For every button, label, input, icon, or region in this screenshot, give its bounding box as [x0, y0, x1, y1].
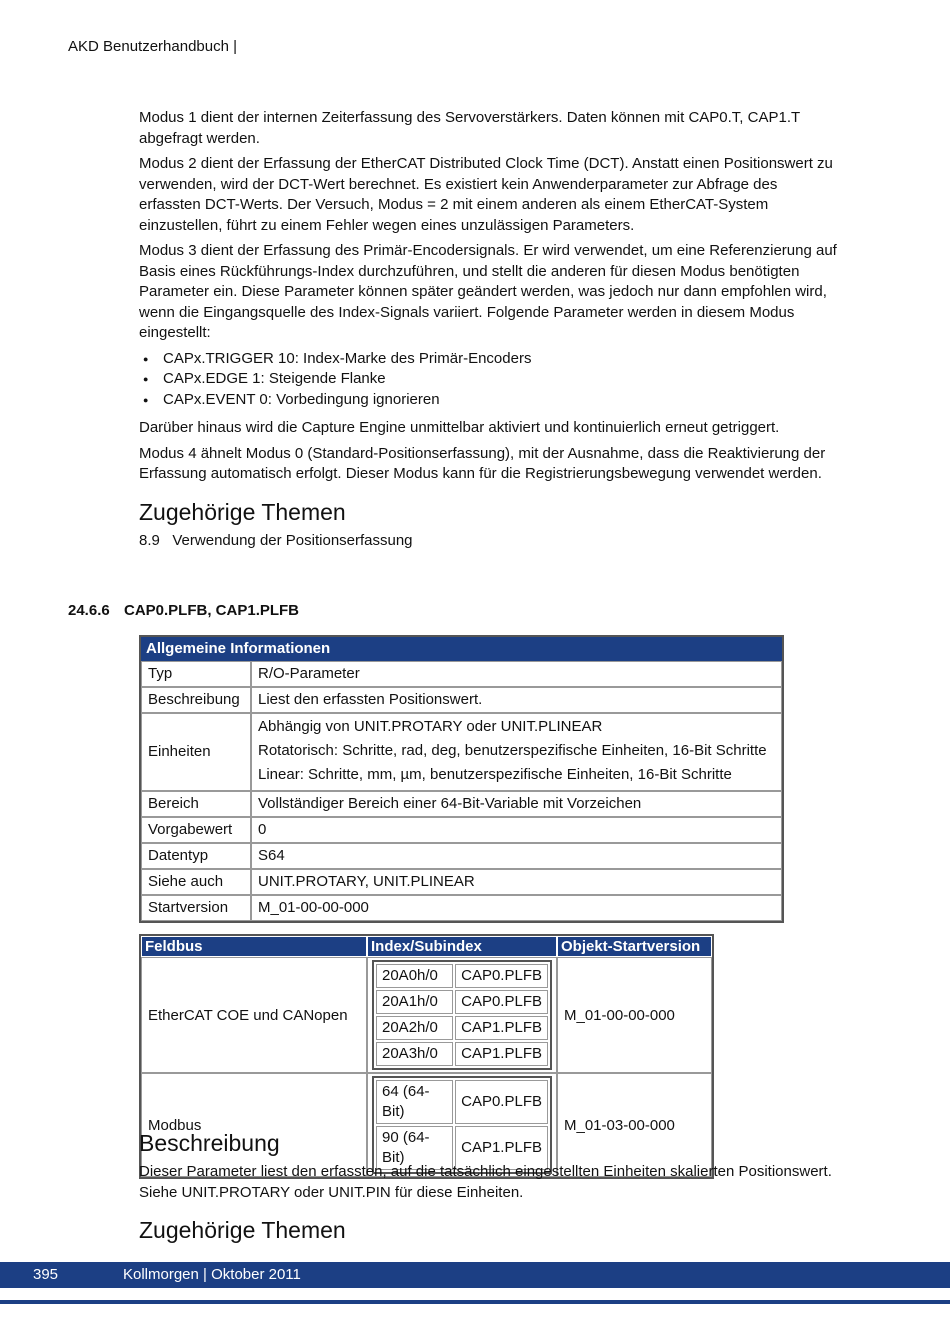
- section-heading: [68, 602, 299, 619]
- table-row: [141, 791, 782, 817]
- row-value: UNIT.PROTARY, UNIT.PLINEAR: [251, 869, 782, 895]
- table-row: [141, 687, 782, 713]
- fieldbus-name: Modbus: [141, 1073, 367, 1177]
- param-cell: CAP0.PLFB: [455, 990, 548, 1014]
- column-header-feldbus: Feldbus: [141, 936, 367, 957]
- list-item: ● CAPx.EDGE 1: Steigende Flanke: [163, 369, 839, 390]
- table-row: [141, 843, 782, 869]
- param-cell: CAP0.PLFB: [455, 964, 548, 988]
- related-topic-number: 8.9: [139, 531, 160, 549]
- table-row: [141, 895, 782, 921]
- row-label: Startversion: [141, 895, 251, 921]
- row-label: Typ: [141, 661, 251, 687]
- param-cell: CAP1.PLFB: [455, 1042, 548, 1066]
- units-line: Abhängig von UNIT.PROTARY oder UNIT.PLINEAR: [258, 718, 603, 735]
- index-cell: 20A3h/0: [376, 1042, 453, 1066]
- param-cell: CAP0.PLFB: [455, 1080, 548, 1124]
- index-cell: 20A1h/0: [376, 990, 453, 1014]
- units-line: Linear: Schritte, mm, µm, benutzerspezifische Einheiten, 16-Bit Schritte: [258, 766, 732, 783]
- row-label: Bereich: [141, 791, 251, 817]
- index-cell: 20A0h/0: [376, 964, 453, 988]
- related-topic-link[interactable]: [139, 531, 839, 552]
- fieldbus-name: EtherCAT COE und CANopen: [141, 957, 367, 1073]
- row-value: 0: [251, 817, 782, 843]
- footer-publisher: Kollmorgen | Oktober 2011: [123, 1266, 301, 1283]
- index-cell: 64 (64-Bit): [376, 1080, 453, 1124]
- object-version: M_01-03-00-000: [557, 1073, 712, 1177]
- running-header: AKD Benutzerhandbuch |: [68, 38, 238, 55]
- row-value: S64: [251, 843, 782, 869]
- table-row: [141, 957, 712, 1073]
- paragraph-capture-engine: Darüber hinaus wird die Capture Engine unmittelbar aktiviert und kontinuierlich erneut getriggert.: [139, 419, 780, 436]
- column-header-objekt: Objekt-Startversion: [557, 936, 712, 957]
- related-topic-text: Verwendung der Positionserfassung: [172, 531, 413, 549]
- related-topics-heading-2: Zugehörige Themen: [139, 1217, 346, 1243]
- paragraph-mode-1: Modus 1 dient der internen Zeiterfassung des Servoverstärkers. Daten können mit CAP0.T, CAP1.T abgefragt werden.: [139, 109, 800, 147]
- table-row: [141, 661, 782, 687]
- paragraph-mode-3: Modus 3 dient der Erfassung des Primär-Encodersignals. Er wird verwendet, um eine Referenzierung auf Basis eines Rückführungs-Index durchzuführen, und stellt die anderen für diesen Modus benötigten Parameter ein. Diese Parameter können später geändert werden, was jedoch nur dann empfohlen wird, wenn die Eingangsquelle des Index-Signals variiert. Folgende Parameter werden in diesem Modus eingestellt:: [139, 242, 837, 341]
- row-label: Beschreibung: [141, 687, 251, 713]
- page-number: 395: [33, 1266, 59, 1283]
- description-heading: Beschreibung: [139, 1130, 280, 1156]
- param-cell: CAP1.PLFB: [455, 1126, 548, 1170]
- row-label: Siehe auch: [141, 869, 251, 895]
- paragraph-mode-4: Modus 4 ähnelt Modus 0 (Standard-Positionserfassung), mit der Ausnahme, dass die Reaktivierung der Erfassung automatisch erfolgt. Dieser Modus kann für die Registrierungsbewegung verwendet werden.: [139, 444, 826, 482]
- param-cell: CAP1.PLFB: [455, 1016, 548, 1040]
- column-header-index: Index/Subindex: [367, 936, 557, 957]
- footer-divider: [0, 1300, 950, 1304]
- description-text: Dieser Parameter liest den erfassten, auf die tatsächlich eingestellten Einheiten skalierten Positionswert. Siehe UNIT.PROTARY oder UNIT.PIN für diese Einheiten.: [139, 1163, 832, 1201]
- footer-bar: [0, 1262, 950, 1288]
- row-label: Einheiten: [141, 713, 251, 791]
- row-value: Vollständiger Bereich einer 64-Bit-Variable mit Vorzeichen: [251, 791, 782, 817]
- description-section: [139, 1130, 839, 1249]
- row-value: Liest den erfassten Positionswert.: [251, 687, 782, 713]
- index-subtable: [372, 960, 552, 1070]
- row-label: Vorgabewert: [141, 817, 251, 843]
- index-cell: 20A2h/0: [376, 1016, 453, 1040]
- row-value: [251, 713, 782, 791]
- related-topics-heading: Zugehörige Themen: [139, 498, 346, 525]
- paragraph-mode-2: Modus 2 dient der Erfassung der EtherCAT Distributed Clock Time (DCT). Anstatt einen Positionswert zu verwenden, wird der DCT-Wert berechnet. Es existiert kein Anwenderparameter zur Abfrage des erfassten DCT-Werts. Der Versuch, Modus = 2 mit einem anderen als einem EtherCAT-System einzustellen, führt zu einem Fehler wegen eines unzulässigen Parameters.: [139, 155, 833, 234]
- body-text: [139, 108, 839, 551]
- index-cell: 90 (64-Bit): [376, 1126, 453, 1170]
- general-info-table: [139, 635, 784, 923]
- section-title: CAP0.PLFB, CAP1.PLFB: [124, 602, 300, 619]
- table-row: [141, 869, 782, 895]
- row-label: Datentyp: [141, 843, 251, 869]
- object-version: M_01-00-00-000: [557, 957, 712, 1073]
- table-row: [141, 817, 782, 843]
- parameter-list: [139, 349, 839, 411]
- table-row: [141, 713, 782, 791]
- list-item: ● CAPx.TRIGGER 10: Index-Marke des Primär-Encoders: [163, 349, 839, 370]
- section-number: 24.6.6: [68, 602, 110, 619]
- list-item: ● CAPx.EVENT 0: Vorbedingung ignorieren: [163, 390, 839, 411]
- row-value: M_01-00-00-000: [251, 895, 782, 921]
- row-value: R/O-Parameter: [251, 661, 782, 687]
- table-header: Allgemeine Informationen: [141, 637, 782, 661]
- units-line: Rotatorisch: Schritte, rad, deg, benutzerspezifische Einheiten, 16-Bit Schritte: [258, 742, 767, 759]
